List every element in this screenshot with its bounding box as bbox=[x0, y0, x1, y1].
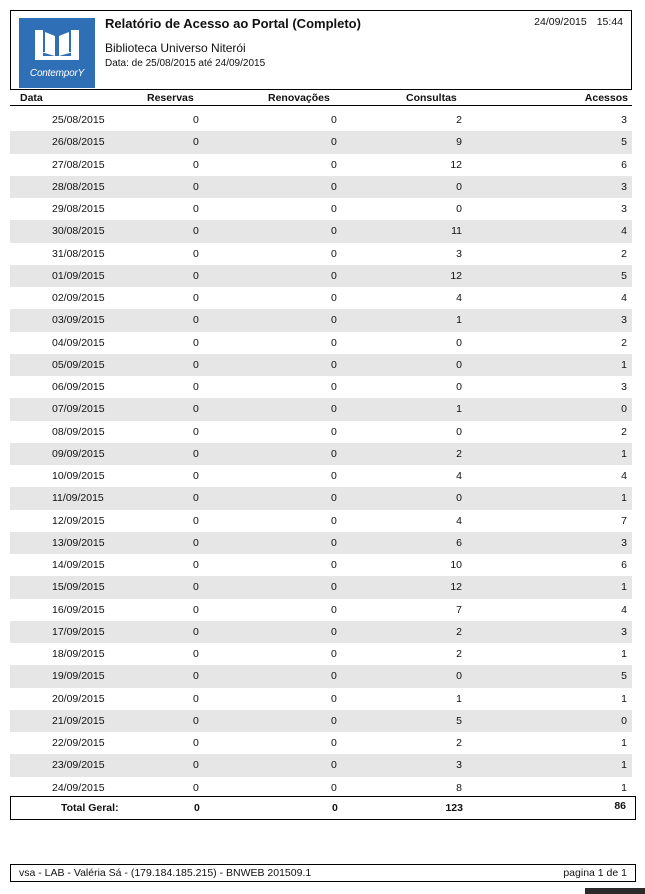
cell-accesses: 3 bbox=[621, 625, 627, 638]
table-row bbox=[10, 554, 632, 576]
cell-queries: 2 bbox=[456, 737, 462, 749]
cell-renewals: 0 bbox=[331, 670, 337, 683]
cell-accesses: 5 bbox=[621, 269, 627, 282]
cell-accesses: 6 bbox=[621, 158, 627, 171]
cell-accesses: 3 bbox=[621, 536, 627, 549]
column-header-reservations: Reservas bbox=[147, 92, 194, 104]
cell-reservations: 0 bbox=[193, 670, 199, 683]
total-label: Total Geral: bbox=[61, 802, 119, 814]
table-row bbox=[10, 487, 632, 509]
cell-reservations: 0 bbox=[193, 425, 199, 438]
table-row bbox=[10, 376, 632, 398]
cell-queries: 1 bbox=[456, 692, 462, 705]
cell-accesses: 3 bbox=[621, 314, 627, 327]
cell-queries: 0 bbox=[456, 492, 462, 505]
table-row bbox=[10, 665, 632, 687]
cell-accesses: 7 bbox=[621, 514, 627, 527]
cell-renewals: 0 bbox=[331, 536, 337, 549]
cell-renewals: 0 bbox=[331, 136, 337, 149]
cell-renewals: 0 bbox=[331, 114, 337, 126]
cell-renewals: 0 bbox=[331, 447, 337, 460]
report-period: Data: de 25/08/2015 até 24/09/2015 bbox=[105, 58, 266, 69]
cell-queries: 0 bbox=[456, 670, 462, 683]
cell-date: 13/09/2015 bbox=[52, 536, 105, 549]
cell-accesses: 3 bbox=[621, 381, 627, 393]
column-header-date: Data bbox=[20, 92, 43, 104]
report-time: 15:44 bbox=[596, 16, 623, 28]
cell-date: 26/08/2015 bbox=[52, 136, 105, 149]
cell-accesses: 3 bbox=[621, 203, 627, 215]
table-row bbox=[10, 688, 632, 710]
cell-accesses: 1 bbox=[621, 781, 627, 794]
table-row bbox=[10, 354, 632, 376]
cell-date: 01/09/2015 bbox=[52, 269, 105, 282]
cell-accesses: 4 bbox=[621, 292, 627, 304]
cell-queries: 0 bbox=[456, 336, 462, 349]
cell-queries: 4 bbox=[456, 292, 462, 304]
table-row bbox=[10, 465, 632, 487]
cell-date: 09/09/2015 bbox=[52, 447, 105, 460]
cell-queries: 12 bbox=[450, 581, 462, 594]
cell-queries: 2 bbox=[456, 625, 462, 638]
cell-reservations: 0 bbox=[193, 225, 199, 238]
cell-reservations: 0 bbox=[193, 269, 199, 282]
cell-accesses: 2 bbox=[621, 336, 627, 349]
cell-renewals: 0 bbox=[331, 603, 337, 616]
cell-accesses: 4 bbox=[621, 225, 627, 238]
cell-reservations: 0 bbox=[193, 136, 199, 149]
table-row bbox=[10, 309, 632, 331]
cell-reservations: 0 bbox=[193, 247, 199, 260]
cell-accesses: 4 bbox=[621, 603, 627, 616]
column-header-accesses: Acessos bbox=[584, 92, 628, 104]
cell-queries: 12 bbox=[450, 269, 462, 282]
table-row bbox=[10, 332, 632, 354]
table-row bbox=[10, 443, 632, 465]
cell-accesses: 4 bbox=[621, 470, 627, 482]
cell-renewals: 0 bbox=[331, 269, 337, 282]
cell-date: 12/09/2015 bbox=[52, 514, 105, 527]
cell-date: 08/09/2015 bbox=[52, 425, 105, 438]
cell-queries: 4 bbox=[456, 470, 462, 482]
cell-date: 10/09/2015 bbox=[52, 470, 105, 482]
cell-reservations: 0 bbox=[193, 492, 199, 505]
cell-reservations: 0 bbox=[193, 314, 199, 327]
cell-renewals: 0 bbox=[331, 625, 337, 638]
cell-date: 23/09/2015 bbox=[52, 759, 105, 772]
cell-renewals: 0 bbox=[331, 514, 337, 527]
table-row bbox=[10, 576, 632, 598]
cell-renewals: 0 bbox=[331, 648, 337, 660]
cell-queries: 0 bbox=[456, 358, 462, 371]
cell-reservations: 0 bbox=[193, 581, 199, 594]
total-renewals: 0 bbox=[332, 802, 338, 814]
cell-reservations: 0 bbox=[193, 114, 199, 126]
cell-renewals: 0 bbox=[331, 425, 337, 438]
cell-reservations: 0 bbox=[193, 737, 199, 749]
column-header-queries: Consultas bbox=[406, 92, 457, 104]
cell-renewals: 0 bbox=[331, 247, 337, 260]
cell-date: 07/09/2015 bbox=[52, 403, 105, 416]
cell-queries: 0 bbox=[456, 425, 462, 438]
library-name: Biblioteca Universo Niterói bbox=[105, 41, 246, 55]
total-reservations: 0 bbox=[194, 802, 200, 814]
cell-date: 22/09/2015 bbox=[52, 737, 105, 749]
cell-renewals: 0 bbox=[331, 692, 337, 705]
report-title: Relatório de Acesso ao Portal (Completo) bbox=[105, 16, 361, 31]
cell-accesses: 5 bbox=[621, 670, 627, 683]
table-row bbox=[10, 398, 632, 420]
cell-accesses: 1 bbox=[621, 358, 627, 371]
cell-queries: 1 bbox=[456, 314, 462, 327]
cell-renewals: 0 bbox=[331, 581, 337, 594]
cell-reservations: 0 bbox=[193, 692, 199, 705]
cell-queries: 3 bbox=[456, 247, 462, 260]
cell-queries: 7 bbox=[456, 603, 462, 616]
cell-accesses: 0 bbox=[621, 403, 627, 416]
cell-date: 21/09/2015 bbox=[52, 714, 105, 727]
cell-date: 14/09/2015 bbox=[52, 559, 105, 571]
cell-date: 20/09/2015 bbox=[52, 692, 105, 705]
cell-accesses: 3 bbox=[621, 114, 627, 126]
cell-renewals: 0 bbox=[331, 314, 337, 327]
cell-accesses: 3 bbox=[621, 180, 627, 193]
cell-renewals: 0 bbox=[331, 358, 337, 371]
cell-date: 11/09/2015 bbox=[52, 492, 104, 505]
cell-date: 24/09/2015 bbox=[52, 781, 105, 794]
cell-accesses: 1 bbox=[621, 447, 627, 460]
cell-reservations: 0 bbox=[193, 514, 199, 527]
cell-reservations: 0 bbox=[193, 603, 199, 616]
cell-accesses: 6 bbox=[621, 559, 627, 571]
cell-queries: 0 bbox=[456, 203, 462, 215]
page-number: pagina 1 de 1 bbox=[563, 867, 627, 879]
cell-accesses: 1 bbox=[621, 737, 627, 749]
cell-reservations: 0 bbox=[193, 403, 199, 416]
cell-date: 15/09/2015 bbox=[52, 581, 105, 594]
cell-date: 28/08/2015 bbox=[52, 180, 105, 193]
total-row bbox=[10, 796, 636, 820]
cell-date: 29/08/2015 bbox=[52, 203, 105, 215]
cell-date: 17/09/2015 bbox=[52, 625, 105, 638]
contempory-logo bbox=[19, 18, 95, 88]
cell-reservations: 0 bbox=[193, 559, 199, 571]
table-row bbox=[10, 421, 632, 443]
cell-accesses: 1 bbox=[621, 692, 627, 705]
logo-text: ContemporY bbox=[29, 68, 85, 79]
cell-reservations: 0 bbox=[193, 358, 199, 371]
table-row bbox=[10, 154, 632, 176]
cell-queries: 11 bbox=[451, 225, 462, 238]
report-date: 24/09/2015 bbox=[534, 16, 587, 28]
cell-queries: 2 bbox=[456, 447, 462, 460]
cell-renewals: 0 bbox=[331, 292, 337, 304]
table-row bbox=[10, 198, 632, 220]
cell-date: 25/08/2015 bbox=[52, 114, 105, 126]
cell-renewals: 0 bbox=[331, 470, 337, 482]
cell-reservations: 0 bbox=[193, 381, 199, 393]
cell-renewals: 0 bbox=[331, 714, 337, 727]
cell-reservations: 0 bbox=[193, 470, 199, 482]
report-header bbox=[10, 10, 632, 90]
cell-reservations: 0 bbox=[193, 158, 199, 171]
table-row bbox=[10, 510, 632, 532]
cell-queries: 0 bbox=[456, 180, 462, 193]
cell-accesses: 1 bbox=[621, 492, 627, 505]
cell-date: 16/09/2015 bbox=[52, 603, 105, 616]
cell-queries: 12 bbox=[450, 158, 462, 171]
table-row bbox=[10, 754, 632, 776]
cell-date: 02/09/2015 bbox=[52, 292, 105, 304]
table-header bbox=[10, 91, 632, 106]
table-row bbox=[10, 109, 632, 131]
table-row bbox=[10, 131, 632, 153]
cell-renewals: 0 bbox=[331, 381, 337, 393]
report-footer bbox=[10, 864, 636, 882]
cell-queries: 6 bbox=[456, 536, 462, 549]
cell-renewals: 0 bbox=[331, 759, 337, 772]
cell-queries: 0 bbox=[456, 381, 462, 393]
table-row bbox=[10, 220, 632, 242]
cell-date: 18/09/2015 bbox=[52, 648, 105, 660]
table-row bbox=[10, 621, 632, 643]
cell-reservations: 0 bbox=[193, 625, 199, 638]
column-header-renewals: Renovações bbox=[268, 92, 330, 104]
cell-reservations: 0 bbox=[193, 648, 199, 660]
cell-date: 27/08/2015 bbox=[52, 158, 105, 171]
cell-reservations: 0 bbox=[193, 336, 199, 349]
cell-date: 05/09/2015 bbox=[52, 358, 105, 371]
cell-accesses: 1 bbox=[621, 759, 627, 772]
table-row bbox=[10, 732, 632, 754]
cell-renewals: 0 bbox=[331, 225, 337, 238]
cell-date: 31/08/2015 bbox=[52, 247, 105, 260]
table-row bbox=[10, 176, 632, 198]
cell-date: 19/09/2015 bbox=[52, 670, 105, 683]
cell-renewals: 0 bbox=[331, 737, 337, 749]
table-row bbox=[10, 710, 632, 732]
cell-queries: 2 bbox=[456, 114, 462, 126]
cell-renewals: 0 bbox=[331, 180, 337, 193]
cell-queries: 4 bbox=[456, 514, 462, 527]
table-row bbox=[10, 243, 632, 265]
cell-reservations: 0 bbox=[193, 714, 199, 727]
table-row bbox=[10, 532, 632, 554]
cell-reservations: 0 bbox=[193, 536, 199, 549]
cell-renewals: 0 bbox=[331, 492, 337, 505]
footer-info: vsa - LAB - Valéria Sá - (179.184.185.215) - BNWEB 201509.1 bbox=[19, 867, 312, 879]
table-row bbox=[10, 643, 632, 665]
cell-renewals: 0 bbox=[331, 158, 337, 171]
cell-renewals: 0 bbox=[331, 781, 337, 794]
cell-accesses: 2 bbox=[621, 425, 627, 438]
cell-reservations: 0 bbox=[193, 203, 199, 215]
cell-date: 30/08/2015 bbox=[52, 225, 105, 238]
taskbar-edge bbox=[585, 888, 645, 894]
report-timestamp bbox=[534, 16, 623, 28]
cell-queries: 10 bbox=[450, 559, 462, 571]
cell-queries: 2 bbox=[456, 648, 462, 660]
table-body bbox=[10, 109, 632, 799]
cell-date: 03/09/2015 bbox=[52, 314, 105, 327]
cell-accesses: 0 bbox=[621, 714, 627, 727]
cell-reservations: 0 bbox=[193, 759, 199, 772]
cell-accesses: 1 bbox=[621, 648, 627, 660]
total-accesses: 86 bbox=[614, 800, 626, 812]
cell-queries: 5 bbox=[456, 714, 462, 727]
cell-reservations: 0 bbox=[193, 447, 199, 460]
table-row bbox=[10, 265, 632, 287]
table-row bbox=[10, 287, 632, 309]
cell-date: 04/09/2015 bbox=[52, 336, 105, 349]
table-row bbox=[10, 599, 632, 621]
cell-queries: 8 bbox=[456, 781, 462, 794]
cell-accesses: 1 bbox=[621, 581, 627, 594]
cell-accesses: 5 bbox=[621, 136, 627, 149]
cell-reservations: 0 bbox=[193, 180, 199, 193]
cell-accesses: 2 bbox=[621, 247, 627, 260]
cell-renewals: 0 bbox=[331, 403, 337, 416]
cell-renewals: 0 bbox=[331, 336, 337, 349]
cell-reservations: 0 bbox=[193, 292, 199, 304]
cell-renewals: 0 bbox=[331, 559, 337, 571]
cell-queries: 9 bbox=[456, 136, 462, 149]
cell-queries: 3 bbox=[456, 759, 462, 772]
cell-date: 06/09/2015 bbox=[52, 381, 105, 393]
cell-reservations: 0 bbox=[193, 781, 199, 794]
cell-queries: 1 bbox=[456, 403, 462, 416]
total-queries: 123 bbox=[445, 802, 463, 814]
cell-renewals: 0 bbox=[331, 203, 337, 215]
open-book-icon bbox=[33, 26, 81, 66]
